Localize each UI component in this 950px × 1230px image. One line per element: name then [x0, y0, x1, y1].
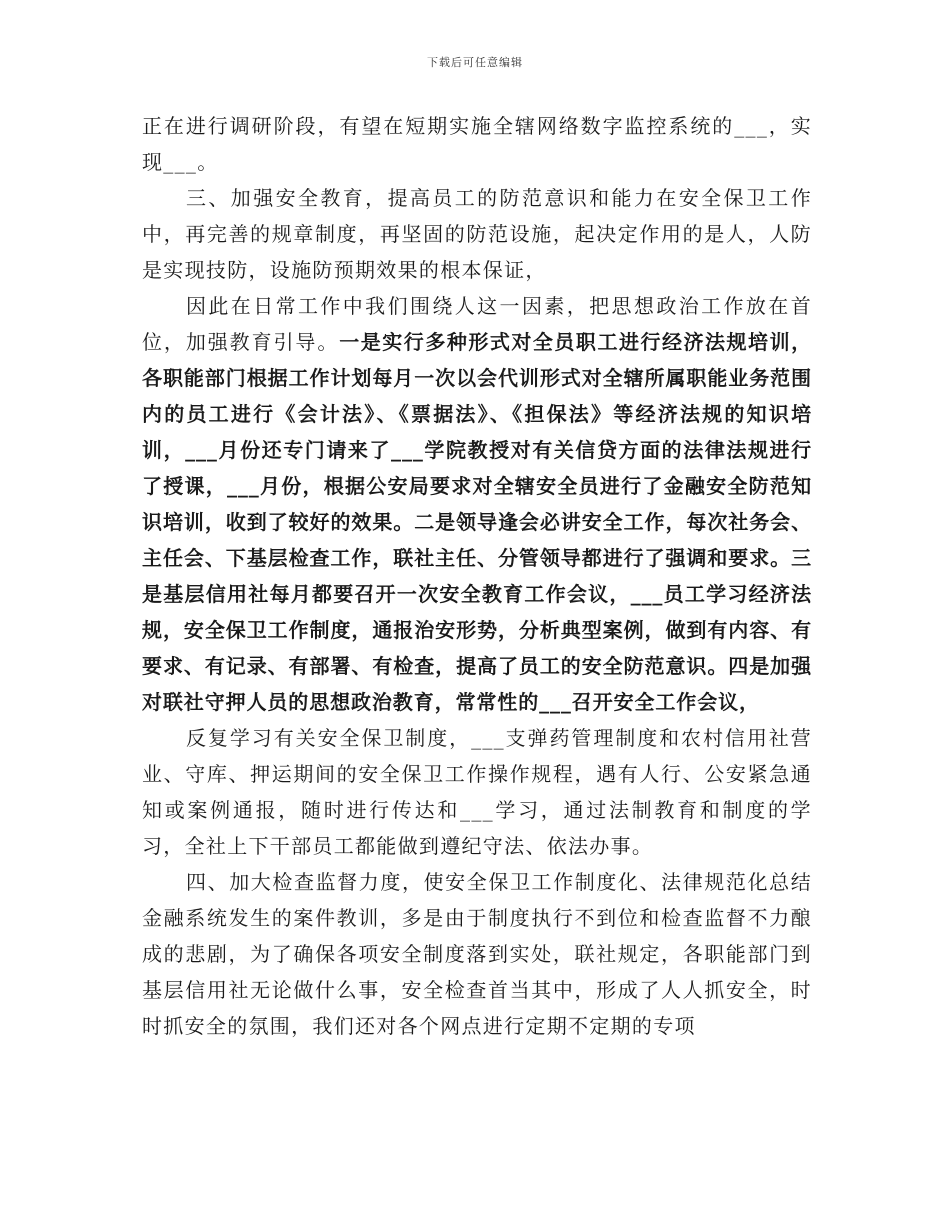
paragraph-text: 三、加强安全教育，提高员工的防范意识和能力在安全保卫工作中，再完善的规章制度，再坚固的防范设施，起决定作用的是人，人防是实现技防，设施防预期效果的根本保证，	[142, 186, 812, 282]
paragraph-bold-text: 一是实行多种形式对全员职工进行经济法规培训，各职能部门根据工作计划每月一次以会代训形式对全辖所属职能业务范围内的员工进行《会计法》、《票据法》、《担保法》等经济法规的知识培训，___月份还专门请来了___学院教授对有关信贷方面的法律法规进行了授课，___月份，根据公安局要求对全辖安全员进行了金融安全防范知识培训，收到了较好的效果。二是领导逢会必讲安全工作，每次社务会、主任会、下基层检查工作，联社主任、分管领导都进行了强调和要求。三是基层信用社每月都要召开一次安全教育工作会议，___员工学习经济法规，安全保卫工作制度，通报治安形势，分析典型案例，做到有内容、有要求、有记录、有部署、有检查，提高了员工的安全防范意识。四是加强对联社守押人员的思想政治教育，常常性的___召开安全工作会议，	[142, 330, 812, 714]
paragraph-1	[142, 108, 812, 180]
paragraph-4	[142, 720, 812, 864]
page-header: 下载后可任意编辑	[427, 56, 523, 69]
paragraph-text: 正在进行调研阶段，有望在短期实施全辖网络数字监控系统的___，实现___。	[142, 114, 812, 174]
paragraph-text: 四、加大检查监督力度，使安全保卫工作制度化、法律规范化总结金融系统发生的案件教训，多是由于制度执行不到位和检查监督不力酿成的悲剧，为了确保各项安全制度落到实处，联社规定，各职能部门到基层信用社无论做什么事，安全检查首当其中，形成了人人抓安全，时时抓安全的氛围，我们还对各个网点进行定期不定期的专项	[142, 870, 812, 1038]
paragraph-3	[142, 288, 812, 720]
paragraph-text: 因此在日常工作中我们围绕人这一因素，把思想政治工作放在首位，加强教育引导。	[142, 294, 812, 354]
paragraph-text: 反复学习有关安全保卫制度，___支弹药管理制度和农村信用社营业、守库、押运期间的安全保卫工作操作规程，遇有人行、公安紧急通知或案例通报，随时进行传达和___学习，通过法制教育和制度的学习，全社上下干部员工都能做到遵纪守法、依法办事。	[142, 726, 812, 858]
paragraph-5	[142, 864, 812, 1044]
document-body	[142, 108, 812, 1044]
paragraph-2	[142, 180, 812, 288]
